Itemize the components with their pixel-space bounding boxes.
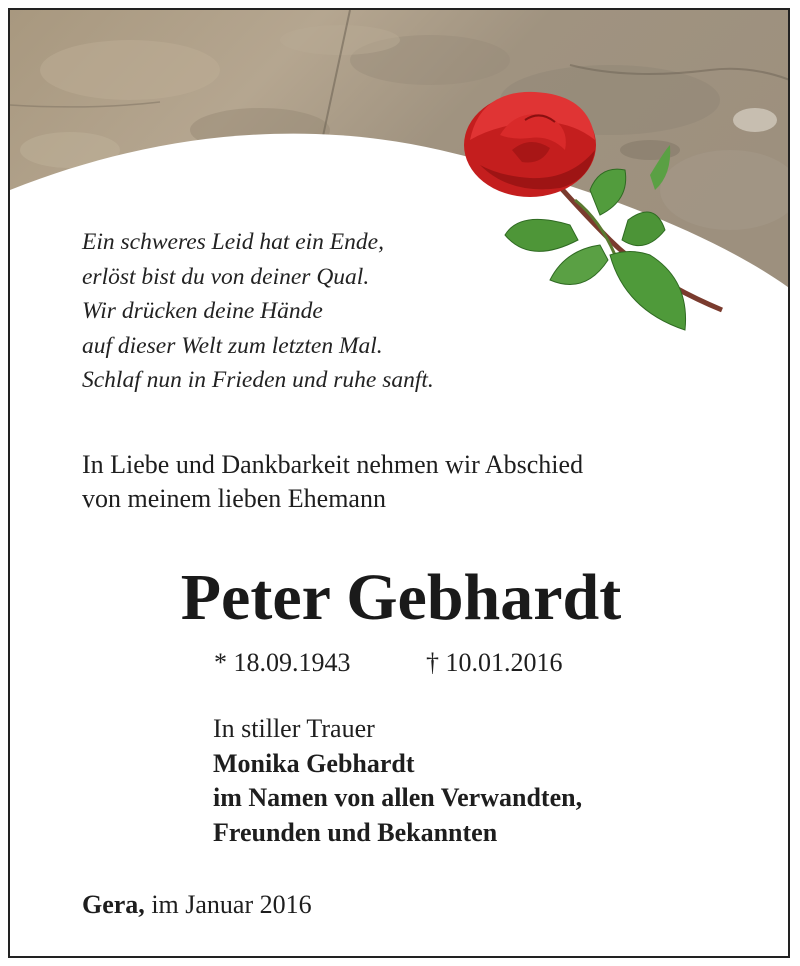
poem-line-2: erlöst bist du von deiner Qual.	[82, 263, 370, 290]
mourners-heading: In stiller Trauer	[213, 714, 375, 743]
poem-line-5: Schlaf nun in Frieden und ruhe sanft.	[82, 367, 434, 393]
mourners-friends: Freunden und Bekannten	[213, 817, 498, 847]
intro-line-1: In Liebe und Dankbarkeit nehmen wir Abschied	[82, 450, 584, 479]
mourners-block	[213, 712, 582, 850]
poem-line-3: Wir drücken deine Hände	[82, 298, 323, 324]
poem	[82, 225, 434, 398]
place-and-date	[82, 888, 312, 922]
farewell-intro	[82, 448, 583, 516]
mourners-relatives: im Namen von allen Verwandten,	[213, 783, 583, 812]
death-date: † 10.01.2016	[426, 648, 563, 677]
poem-line-4: auf dieser Welt zum letzten Mal.	[82, 332, 383, 359]
notice-date: im Januar 2016	[151, 890, 312, 919]
deceased-name: Peter Gebhardt	[180, 561, 622, 634]
obituary-notice	[8, 8, 790, 958]
birth-date: * 18.09.1943	[214, 648, 351, 677]
mourner-name: Monika Gebhardt	[213, 748, 415, 778]
city: Gera,	[82, 890, 145, 919]
red-rose-image	[450, 80, 740, 350]
intro-line-2: von meinem lieben Ehemann	[82, 484, 386, 513]
poem-line-1: Ein schweres Leid hat ein Ende,	[82, 229, 384, 255]
